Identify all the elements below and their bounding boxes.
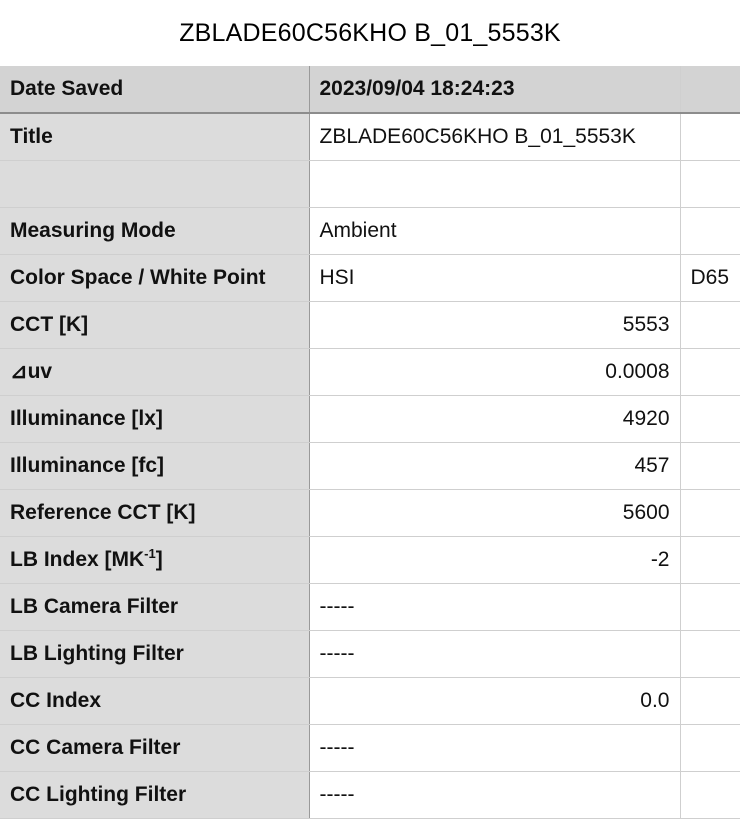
row-value: ----- [309,630,680,677]
table-row-cc-lighting-filter [0,771,740,818]
row-label: Illuminance [lx] [0,395,309,442]
row-label: LB Camera Filter [0,583,309,630]
row-extra [680,583,740,630]
row-label: CCT [K] [0,301,309,348]
row-extra [680,536,740,583]
row-value: 4920 [309,395,680,442]
row-value: ----- [309,724,680,771]
row-value: -2 [309,536,680,583]
row-label: Reference CCT [K] [0,489,309,536]
table-row-date-saved [0,66,740,113]
table-row-measuring-mode [0,207,740,254]
table-row-duv [0,348,740,395]
row-label: Date Saved [0,66,309,113]
row-extra [680,207,740,254]
row-extra [680,630,740,677]
row-value: 0.0 [309,677,680,724]
page-title: ZBLADE60C56KHO B_01_5553K [179,19,561,47]
row-extra: D65 [680,254,740,301]
row-extra [680,160,740,207]
row-extra [680,348,740,395]
table-row-cc-camera-filter [0,724,740,771]
row-value: 5553 [309,301,680,348]
row-label: Illuminance [fc] [0,442,309,489]
label-text-end: ] [155,547,163,571]
row-extra [680,489,740,536]
row-value [309,160,680,207]
table-row-cc-index [0,677,740,724]
row-value: 2023/09/04 18:24:23 [309,66,680,113]
row-value: ZBLADE60C56KHO B_01_5553K [309,113,680,160]
row-value: 457 [309,442,680,489]
row-label: CC Index [0,677,309,724]
row-extra [680,442,740,489]
table-row-illuminance-lx [0,395,740,442]
table-row-lb-lighting-filter [0,630,740,677]
row-extra [680,395,740,442]
row-label [0,160,309,207]
row-extra [680,301,740,348]
table-row-empty [0,160,740,207]
table-row-reference-cct [0,489,740,536]
table-row-lb-index [0,536,740,583]
row-label: ⊿uv [0,348,309,395]
table-row-illuminance-fc [0,442,740,489]
table-row-cct [0,301,740,348]
row-label: Color Space / White Point [0,254,309,301]
row-extra [680,113,740,160]
row-value: 5600 [309,489,680,536]
row-value: Ambient [309,207,680,254]
row-extra [680,66,740,113]
row-label: CC Lighting Filter [0,771,309,818]
row-label: CC Camera Filter [0,724,309,771]
label-superscript: -1 [144,545,156,561]
measurement-table [0,66,740,819]
label-text: LB Index [MK [10,547,145,571]
row-value: ----- [309,771,680,818]
row-value: ----- [309,583,680,630]
row-label [0,536,309,583]
table-row-title [0,113,740,160]
table-row-lb-camera-filter [0,583,740,630]
table-row-color-space [0,254,740,301]
row-label: LB Lighting Filter [0,630,309,677]
row-extra [680,771,740,818]
row-extra [680,724,740,771]
row-extra [680,677,740,724]
row-value: HSI [309,254,680,301]
row-label: Measuring Mode [0,207,309,254]
row-value: 0.0008 [309,348,680,395]
row-label: Title [0,113,309,160]
